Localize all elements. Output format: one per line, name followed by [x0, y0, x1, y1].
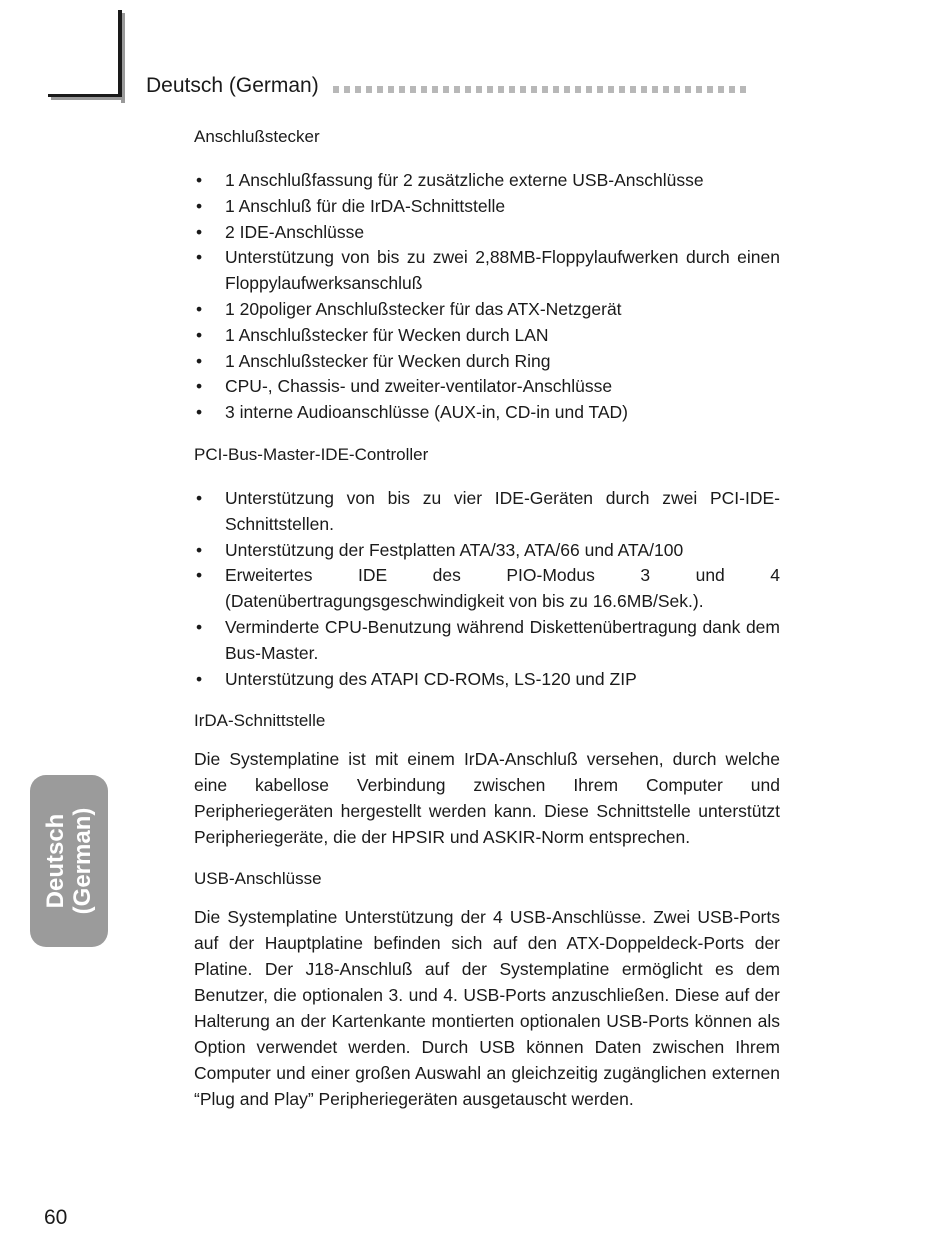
page-number: 60: [44, 1206, 68, 1229]
corner-mark-horizontal: [48, 94, 120, 97]
list-item: • 1 Anschlußfassung für 2 zusätzliche externe USB-Anschlüsse: [194, 168, 780, 194]
header-title: Deutsch (German): [146, 74, 319, 97]
usb-paragraph: Die Systemplatine Unterstützung der 4 USB-Anschlüsse. Zwei USB-Ports auf der Hauptplatine befinden sich auf den ATX-Doppeldeck-Ports der Platine. Der J18-Anschluß auf der Systemplatine ermöglicht es dem Benutzer, die optionalen 3. und 4. USB-Ports anzuschließen. Diese auf der Halterung an der Kartenkante montierten optionalen USB-Ports können als Option verwendet werden. Durch USB können Daten zwischen Ihrem Computer und einer großen Auswahl an gleichzeitig zugänglichen externen “Plug and Play” Peripheriegeräten ausgetauscht werden.: [194, 907, 780, 1110]
irda-paragraph: Die Systemplatine ist mit einem IrDA-Anschluß versehen, durch welche eine kabellose Verbindung zwischen Ihrem Computer und Peripheriegeräten hergestellt werden kann. Diese Schnittstelle unterstützt Peripheriegeräte, die der HPSIR und ASKIR-Norm entsprechen.: [194, 749, 780, 848]
list-item: • Unterstützung von bis zu zwei 2,88MB-Floppylaufwerken durch einen Floppylaufwerksanschluß: [194, 245, 780, 297]
list-item: • 1 20poliger Anschlußstecker für das ATX-Netzgerät: [194, 297, 780, 323]
list-item: • Erweitertes IDE des PIO-Modus 3 und 4 (Datenübertragungsgeschwindigkeit von bis zu 16.6MB/Sek.).: [194, 563, 780, 615]
section-heading-irda: IrDA-Schnittstelle: [194, 711, 326, 731]
side-tab-label: [42, 808, 96, 915]
section-heading-connectors: Anschlußstecker: [194, 127, 320, 146]
section-heading-usb: USB-Anschlüsse: [194, 869, 322, 889]
list-item: • Unterstützung der Festplatten ATA/33, ATA/66 und ATA/100: [194, 538, 780, 564]
list-item: • 3 interne Audioanschlüsse (AUX-in, CD-in und TAD): [194, 400, 780, 426]
list-item: • Unterstützung des ATAPI CD-ROMs, LS-120 und ZIP: [194, 667, 780, 693]
list-item: • 1 Anschlußstecker für Wecken durch Ring: [194, 349, 780, 375]
side-tab-label-line2: (German): [69, 807, 96, 915]
list-item: • 1 Anschlußstecker für Wecken durch LAN: [194, 323, 780, 349]
main-content: [194, 125, 780, 1112]
connectors-list: [194, 168, 780, 426]
side-tab-label-line1: Deutsch: [42, 813, 69, 909]
list-item: • Verminderte CPU-Benutzung während Diskettenübertragung dank dem Bus-Master.: [194, 615, 780, 667]
list-item: • CPU-, Chassis- und zweiter-ventilator-Anschlüsse: [194, 374, 780, 400]
language-side-tab: [30, 775, 108, 947]
ide-controller-list: [194, 486, 780, 692]
list-item: • 1 Anschluß für die IrDA-Schnittstelle: [194, 194, 780, 220]
header-dot-rule: [333, 80, 746, 93]
corner-mark-vertical: [118, 10, 122, 100]
list-item: • 2 IDE-Anschlüsse: [194, 220, 780, 246]
page-header: [146, 70, 786, 102]
list-item: • Unterstützung von bis zu vier IDE-Geräten durch zwei PCI-IDE-Schnittstellen.: [194, 486, 780, 538]
section-heading-ide-controller: PCI-Bus-Master-IDE-Controller: [194, 444, 429, 464]
